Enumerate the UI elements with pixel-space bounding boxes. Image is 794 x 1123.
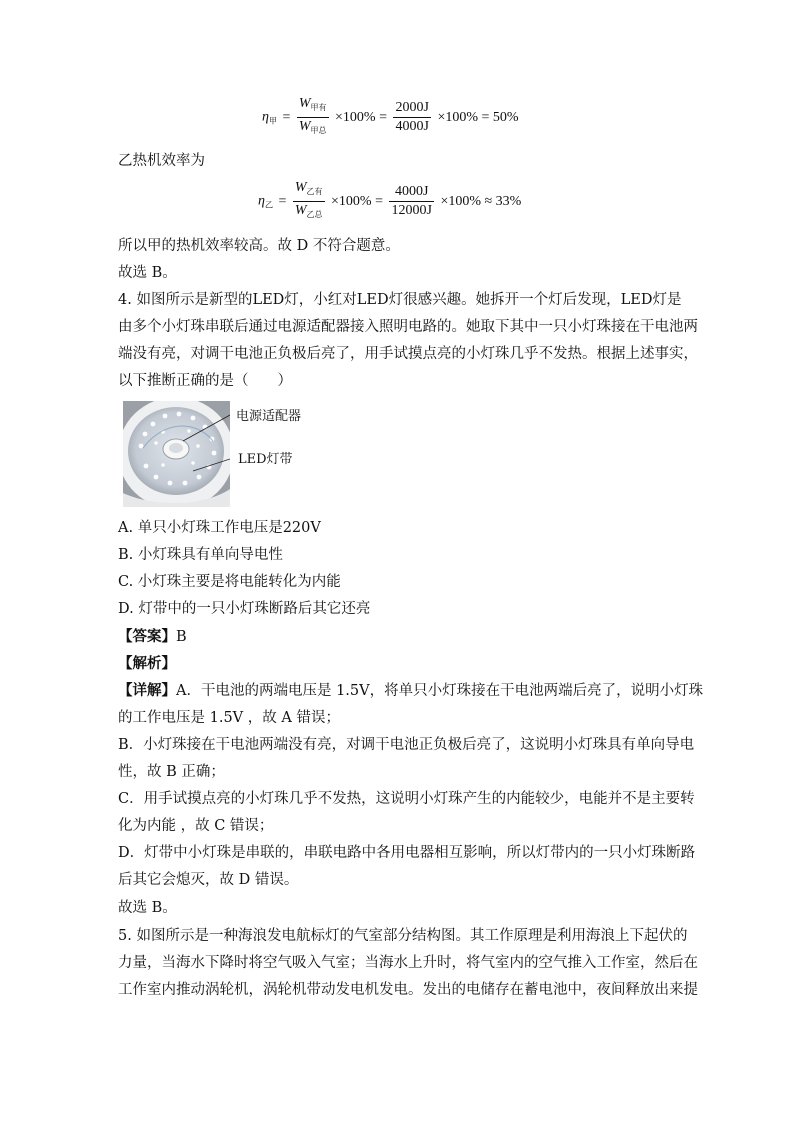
efficiency-formula-jia: $\eta_甲$ = $\frac{W_{甲有}}{W_{甲总}}$ ×100% = $\frac{2000J}{4000J}$ ×100% = 50% xyxy=(262,96,521,139)
choice-line: 故选 B。 xyxy=(118,265,177,281)
eta-subscript: 甲 xyxy=(268,116,277,126)
detail-line-5: C．用手试摸点亮的小灯珠几乎不发热，这说明小灯珠产生的内能较少，电能并不是主要转 xyxy=(118,791,695,807)
question-4-line-1: 4. 如图所示是新型的LED灯，小红对LED灯很感兴趣。她拆开一个灯后发现，LED灯是 xyxy=(118,292,682,308)
question-4-line-4: 以下推断正确的是（ ） xyxy=(118,373,292,389)
formula-result: ×100% ≈ 33% xyxy=(440,193,522,209)
fraction-work-ratio: $\frac{W_{乙有}}{W_{乙总}}$ xyxy=(294,180,323,219)
formula-result: ×100% = 50% xyxy=(437,109,519,125)
fraction-values: $\frac{4000J}{12000J}$ xyxy=(391,184,432,218)
eta-symbol: η xyxy=(262,109,269,125)
question-4-line-3: 端没有亮，对调干电池正负极后亮了，用手试摸点亮的小灯珠几乎不发热。根据上述事实， xyxy=(118,346,698,362)
text-yi-efficiency: 乙热机效率为 xyxy=(118,153,205,169)
answer-tag: 【答案】 xyxy=(118,628,176,645)
conclusion-line: 所以甲的热机效率较高。故 D 不符合题意。 xyxy=(118,238,400,254)
times-percent: ×100% = xyxy=(335,109,387,125)
fraction-values: $\frac{2000J}{4000J}$ xyxy=(395,100,429,134)
detail-line-4: 性，故 B 正确； xyxy=(118,764,225,780)
option-a: A. 单只小灯珠工作电压是220V xyxy=(118,520,321,536)
detail-line-1: 【详解】A．干电池的两端电压是 1.5V，将单只小灯珠接在干电池两端后亮了，说明小灯珠 xyxy=(118,682,704,699)
fraction-work-ratio: $\frac{W_{甲有}}{W_{甲总}}$ xyxy=(298,96,327,135)
detail-line-3: B．小灯珠接在干电池两端没有亮，对调干电池正负极后亮了，这说明小灯珠具有单向导电 xyxy=(118,737,695,753)
detail-line-2: 的工作电压是 1.5V ，故 A 错误； xyxy=(118,710,340,726)
option-b: B. 小灯珠具有单向导电性 xyxy=(118,547,283,563)
question-5-line-2: 力量，当海水下降时将空气吸入气室；当海水上升时，将气室内的空气推入工作室，然后在 xyxy=(118,955,698,971)
label-led-strip: LED灯带 xyxy=(238,452,293,467)
answer-value: B xyxy=(176,629,187,645)
detail-line-7: D．灯带中小灯珠是串联的，串联电路中各用电器相互影响，所以灯带内的一只小灯珠断路 xyxy=(118,845,696,861)
option-d: D. 灯带中的一只小灯珠断路后其它还亮 xyxy=(118,601,371,617)
detail-line-6: 化为内能 ，故 C 错误； xyxy=(118,818,274,834)
label-power-adapter: 电源适配器 xyxy=(236,409,302,424)
detail-line-8: 后其它会熄灭，故 D 错误。 xyxy=(118,872,299,888)
analysis-tag: 【解析】 xyxy=(118,655,176,672)
detail-line-9: 故选 B。 xyxy=(118,900,177,916)
led-lamp-photo xyxy=(123,401,230,507)
detail-tag: 【详解】 xyxy=(118,682,176,699)
option-c: C. 小灯珠主要是将电能转化为内能 xyxy=(118,574,341,590)
question-5-line-3: 工作室内推动涡轮机，涡轮机带动发电机发电。发出的电储存在蓄电池中，夜间释放出来提 xyxy=(118,982,698,998)
efficiency-formula-yi: $\eta_乙$ = $\frac{W_{乙有}}{W_{乙总}}$ ×100% = $\frac{4000J}{12000J}$ ×100% ≈ 33% xyxy=(258,180,523,223)
answer-line xyxy=(118,627,187,647)
question-5-line-1: 5. 如图所示是一种海浪发电航标灯的气室部分结构图。其工作原理是利用海浪上下起伏的 xyxy=(118,928,688,944)
question-4-line-2: 由多个小灯珠串联后通过电源适配器接入照明电路的。她取下其中一只小灯珠接在干电池两 xyxy=(118,319,698,335)
